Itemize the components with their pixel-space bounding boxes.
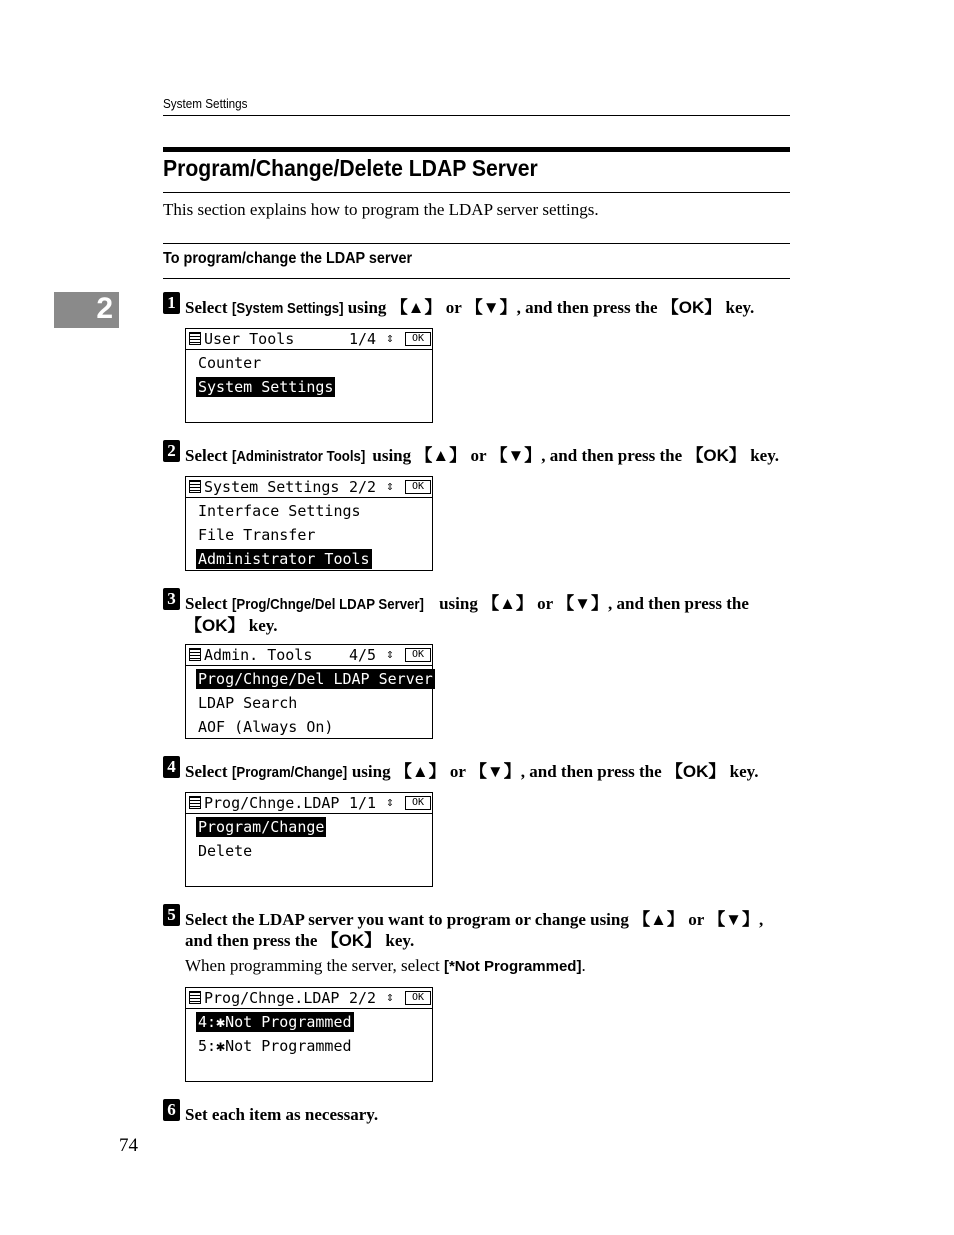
lcd-menu-item: LDAP Search [198,694,298,712]
lcd-menu-item-selected: Administrator Tools [198,550,370,568]
lcd-menu-item: Interface Settings [198,502,361,520]
lcd-title: Prog/Chnge.LDAP [204,794,340,812]
step-number-4: 4 [163,756,180,778]
step-2-text: Select [Administrator Tools] using 【▲】 or 【▼】, and then press the 【OK】 key. [185,446,779,465]
subheading: To program/change the LDAP server [163,250,413,267]
chapter-number: 2 [96,292,113,325]
running-header: System Settings [163,96,248,111]
lcd-title-bar [186,645,432,666]
step-1-text: Select [System Settings] using 【▲】 or 【▼】, and then press the 【OK】 key. [185,298,755,317]
lcd-page: 1/1 [349,794,377,812]
up-down-arrow-icon: ⇕ [386,331,394,346]
up-down-arrow-icon: ⇕ [386,479,394,494]
lcd-page: 2/2 [349,989,377,1007]
document-icon [189,648,201,661]
page-title: Program/Change/Delete LDAP Server [163,155,538,181]
intro-text: This section explains how to program the LDAP server settings. [163,200,599,219]
ok-key-icon: OK [405,648,431,662]
lcd-screen-3 [185,644,433,739]
step-number-6: 6 [163,1099,180,1121]
lcd-page: 4/5 [349,646,377,664]
lcd-menu-item-selected: 4:✱Not Programmed [198,1013,352,1031]
lcd-title-bar [186,477,432,498]
subheading-top-rule [163,243,790,244]
title-bottom-rule [163,192,790,193]
lcd-title-bar [186,793,432,814]
ok-key-icon: OK [405,332,431,346]
document-icon [189,991,201,1004]
step-number-5: 5 [163,904,180,926]
lcd-screen-4 [185,792,433,887]
ok-key-icon: OK [405,480,431,494]
page-number: 74 [119,1135,138,1156]
lcd-menu-item: File Transfer [198,526,316,544]
lcd-title: User Tools [204,330,295,348]
title-top-rule [163,147,790,152]
up-down-arrow-icon: ⇕ [386,647,394,662]
header-rule [163,115,790,116]
lcd-title: Prog/Chnge.LDAP [204,989,340,1007]
lcd-menu-item-selected: Program/Change [198,818,325,836]
step-5-note: When programming the server, select [*Not Programmed]. [185,956,586,975]
lcd-menu-item: 5:✱Not Programmed [198,1037,352,1055]
ok-key-icon: OK [405,991,431,1005]
subheading-bottom-rule [163,278,790,279]
lcd-title-bar [186,988,432,1009]
lcd-title-bar [186,329,432,350]
lcd-title: Admin. Tools [204,646,313,664]
lcd-menu-item: Delete [198,842,253,860]
lcd-menu-item: AOF (Always On) [198,718,334,736]
lcd-menu-item-selected: Prog/Chnge/Del LDAP Server [198,670,433,688]
lcd-screen-5 [185,987,433,1082]
document-icon [189,796,201,809]
up-down-arrow-icon: ⇕ [386,990,394,1005]
step-6-text: Set each item as necessary. [185,1105,379,1124]
step-3-text: Select [Prog/Chnge/Del LDAP Server] using 【▲】 or 【▼】, and then press the 【OK】 key. [185,594,749,635]
lcd-screen-2 [185,476,433,571]
up-down-arrow-icon: ⇕ [386,795,394,810]
lcd-screen-1 [185,328,433,423]
step-number-3: 3 [163,588,180,610]
lcd-menu-item: Counter [198,354,262,372]
chapter-tab [54,292,119,328]
lcd-menu-item-selected: System Settings [198,378,334,396]
step-number-2: 2 [163,440,180,462]
lcd-page: 1/4 [349,330,377,348]
step-4-text: Select [Program/Change] using 【▲】 or 【▼】, and then press the 【OK】 key. [185,762,759,781]
step-5-text: Select the LDAP server you want to program or change using 【▲】 or 【▼】, and then press the 【OK】 key. [185,910,764,950]
document-icon [189,332,201,345]
ok-key-icon: OK [405,796,431,810]
document-icon [189,480,201,493]
lcd-title: System Settings [204,478,340,496]
lcd-page: 2/2 [349,478,377,496]
step-number-1: 1 [163,292,180,314]
